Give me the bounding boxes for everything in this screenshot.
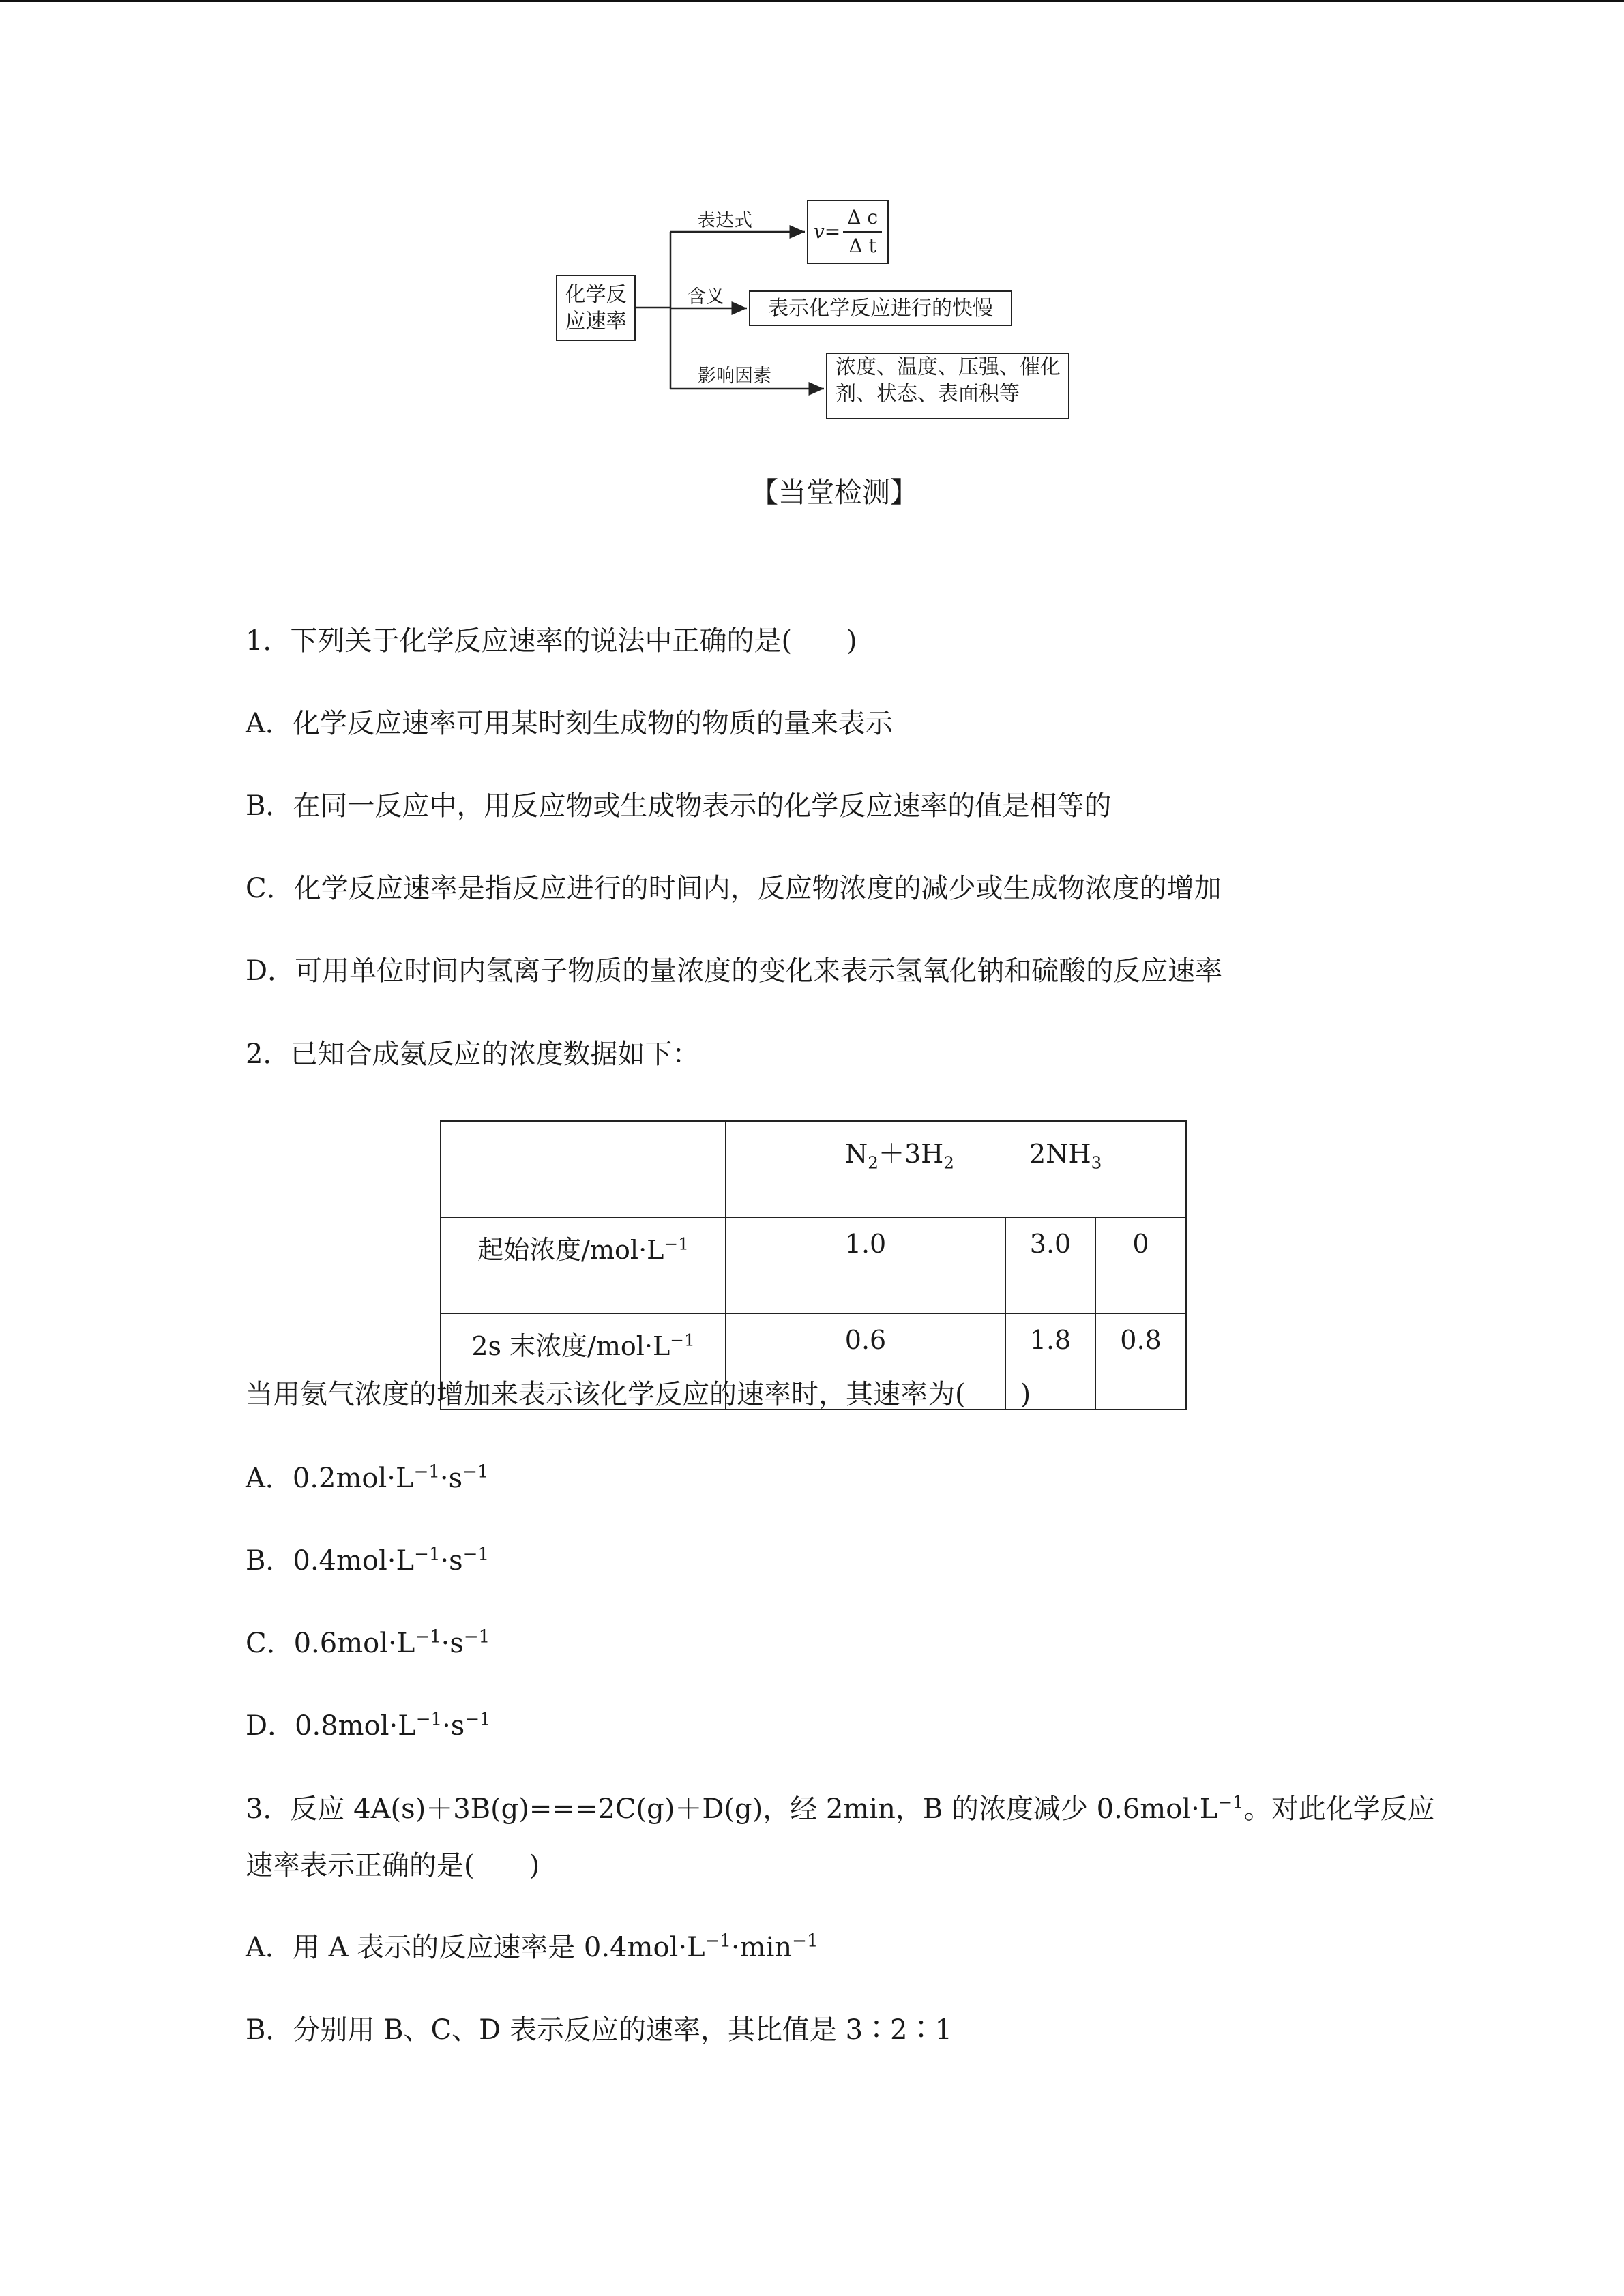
cell-h2: 3.0: [1005, 1217, 1095, 1313]
option-sup: −1: [414, 1544, 441, 1565]
row-label-sup: −1: [664, 1234, 689, 1254]
branch-label-expression: 表达式: [697, 210, 752, 231]
center-node-line2: 应速率: [565, 309, 627, 333]
meaning-box: [749, 290, 1012, 326]
q2-option-b: [246, 1544, 489, 1577]
option-sup: −1: [464, 1709, 491, 1730]
table-header-reaction: [726, 1121, 1186, 1217]
reaction-sub-1: 2: [868, 1152, 879, 1173]
stem-text: 。对此化学反应: [1243, 1793, 1435, 1825]
factors-line2: 剂、状态、表面积等: [836, 382, 1020, 406]
cell-nh3: 0: [1095, 1217, 1186, 1313]
center-node-line1: 化学反: [565, 282, 627, 307]
factors-line1: 浓度、温度、压强、催化: [836, 355, 1061, 379]
reaction-sub-3: 3: [1091, 1152, 1102, 1173]
q2-option-d: [246, 1709, 491, 1742]
option-sup: −1: [462, 1461, 489, 1482]
cell-n2: 0.6: [726, 1313, 1005, 1410]
fraction-denominator: Δ t: [848, 235, 876, 257]
reaction-nh: 2NH: [1029, 1139, 1091, 1169]
q2-stem: 2．已知合成氨反应的浓度数据如下：: [246, 1039, 700, 1070]
reaction-sub-2: 2: [943, 1152, 955, 1173]
option-text: A．0.2mol·L: [246, 1463, 414, 1494]
reaction-n: N: [845, 1139, 868, 1169]
option-text: D．0.8mol·L: [246, 1710, 416, 1742]
branch-label-factors: 影响因素: [698, 366, 771, 387]
cell-h2: 1.8: [1005, 1313, 1095, 1410]
option-sup: −1: [415, 1709, 443, 1730]
q1-option-b: B．在同一反应中，用反应物或生成物表示的化学反应速率的值是相等的: [246, 790, 1112, 822]
factors-box: [826, 353, 1069, 419]
stem-sup: −1: [1217, 1792, 1244, 1813]
table-row: [441, 1217, 1186, 1313]
row-label-text: 2s 末浓度/mol·L: [471, 1331, 670, 1361]
row-label-text: 起始浓度/mol·L: [477, 1235, 664, 1265]
q2-option-a: [246, 1461, 489, 1494]
branch-label-meaning: 含义: [688, 286, 724, 308]
option-text: A．用 A 表示的反应速率是 0.4mol·L: [246, 1932, 705, 1963]
section-title: 【当堂检测】: [750, 476, 918, 509]
meaning-text: 表示化学反应进行的快慢: [768, 296, 993, 320]
option-sup: −1: [413, 1461, 440, 1482]
q1-option-d: D．可用单位时间内氢离子物质的量浓度的变化来表示氢氧化钠和硫酸的反应速率: [246, 955, 1223, 987]
fraction-numerator: Δ c: [843, 205, 882, 233]
q1-option-c: C．化学反应速率是指反应进行的时间内，反应物浓度的减少或生成物浓度的增加: [246, 873, 1222, 904]
q3-stem-line2: 速率表示正确的是( ): [246, 1850, 540, 1881]
expression-box: [807, 200, 889, 264]
option-sup: −1: [792, 1930, 818, 1952]
option-text: ·s: [439, 1463, 463, 1494]
option-sup: −1: [415, 1626, 441, 1648]
option-text: ·s: [440, 1545, 463, 1577]
option-sup: −1: [462, 1544, 489, 1565]
q1-stem: 1．下列关于化学反应速率的说法中正确的是( ): [246, 625, 857, 657]
option-sup: −1: [705, 1930, 731, 1952]
q3-option-b: B．分别用 B、C、D 表示反应的速率，其比值是 3∶2∶1: [246, 2014, 952, 2046]
cell-nh3: 0.8: [1095, 1313, 1186, 1410]
stem-text: 3．反应 4A(s)＋3B(g)===2C(g)＋D(g)，经 2min，B 的浓度减少 0.6mol·L: [246, 1793, 1218, 1825]
row-label-sup: −1: [670, 1330, 695, 1350]
concentration-table: [440, 1120, 1187, 1410]
expression-prefix: v=: [813, 220, 841, 243]
option-text: ·s: [442, 1710, 465, 1742]
table-header-row: [441, 1121, 1186, 1217]
reaction-h: ＋3H: [878, 1139, 944, 1169]
q3-option-a: [246, 1930, 818, 1963]
option-text: C．0.6mol·L: [246, 1628, 415, 1659]
q3-stem-line1: [246, 1792, 1435, 1825]
q2-followup: 当用氨气浓度的增加来表示该化学反应的速率时，其速率为( ): [246, 1379, 1031, 1410]
row-label: [441, 1217, 726, 1313]
option-sup: −1: [463, 1626, 490, 1648]
cell-n2: 1.0: [726, 1217, 1005, 1313]
expression-fraction: [843, 205, 882, 259]
option-text: B．0.4mol·L: [246, 1545, 415, 1577]
q1-option-a: A．化学反应速率可用某时刻生成物的物质的量来表示: [246, 708, 893, 739]
q2-option-c: [246, 1626, 490, 1659]
option-text: ·s: [441, 1628, 464, 1659]
option-text: ·min: [730, 1932, 793, 1963]
table-header-empty: [441, 1121, 726, 1217]
